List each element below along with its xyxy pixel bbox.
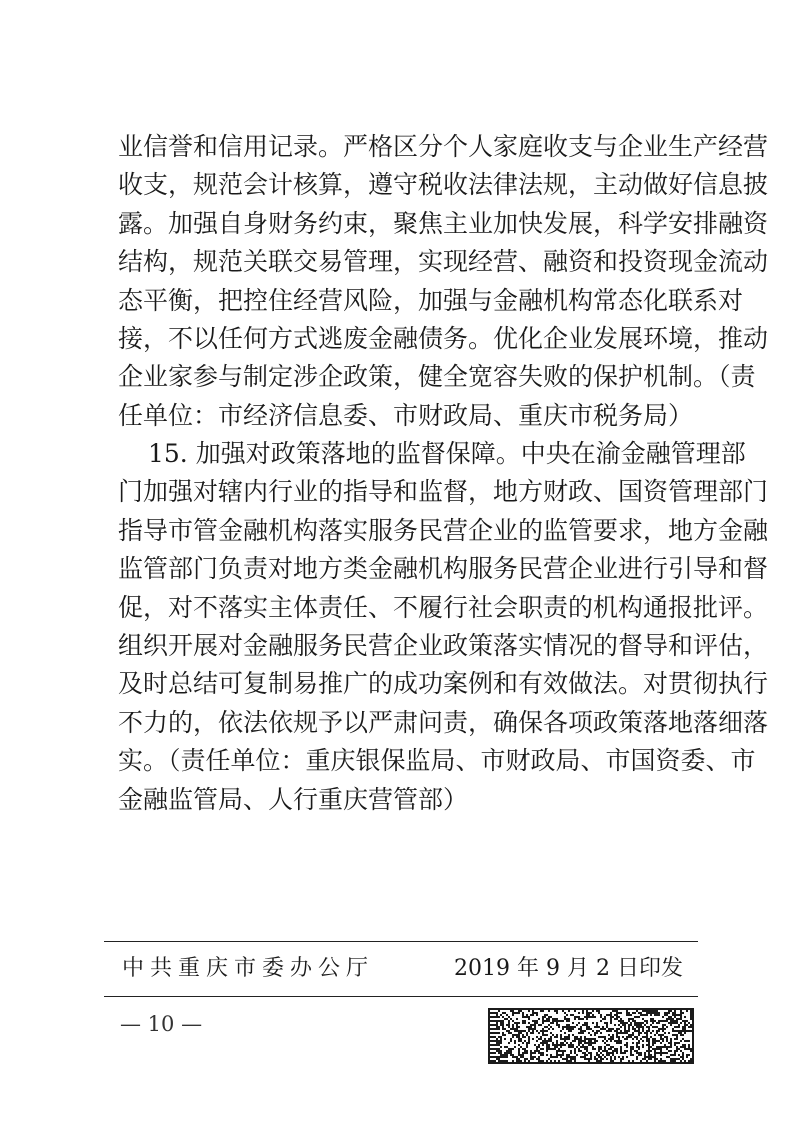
- text-line: 业信誉和信用记录。严格区分个人家庭收支与企业生产经营: [118, 132, 769, 161]
- text-line: 不力的，依法依规予以严肃问责，确保各项政策落地落细落: [118, 707, 769, 737]
- text-line: 企业家参与制定涉企政策，健全宽容失败的保护机制。（责: [118, 362, 756, 392]
- text-line: 组织开展对金融服务民营企业政策落实情况的督导和评估，: [118, 631, 769, 661]
- barcode-icon: [488, 1008, 694, 1064]
- text-line: 金融监管局、人行重庆营管部）: [118, 784, 469, 814]
- paragraph-1: [118, 128, 769, 435]
- page-number: — 10 —: [120, 1012, 203, 1036]
- text-line: 任单位：市经济信息委、市财政局、重庆市税务局）: [118, 400, 694, 430]
- text-line: 指导市管金融机构落实服务民营企业的监管要求，地方金融: [118, 515, 769, 545]
- text-line: 露。加强自身财务约束，聚焦主业加快发展，科学安排融资: [118, 208, 769, 238]
- text-line: 接，不以任何方式逃废金融债务。优化企业发展环境，推动: [118, 324, 769, 354]
- text-line: 收支，规范会计核算，遵守税收法律法规，主动做好信息披: [118, 170, 769, 200]
- text-line: 结构，规范关联交易管理，实现经营、融资和投资现金流动: [118, 247, 769, 277]
- text-line: 及时总结可复制易推广的成功案例和有效做法。对贯彻执行: [118, 669, 769, 699]
- footer-rule-top: [104, 941, 698, 942]
- print-date: 2019 年 9 月 2 日印发: [454, 956, 683, 981]
- text-line: 态平衡，把控住经营风险，加强与金融机构常态化联系对: [118, 285, 744, 315]
- issuer-label: 中共重庆市委办公厅: [122, 956, 375, 981]
- paragraph-2: [118, 435, 769, 819]
- text-line: 监管部门负责对地方类金融机构服务民营企业进行引导和督: [118, 554, 769, 584]
- footer-rule-bottom: [104, 996, 698, 997]
- text-line: 促，对不落实主体责任、不履行社会职责的机构通报批评。: [118, 592, 769, 622]
- text-line: 门加强对辖内行业的指导和监督，地方财政、国资管理部门: [118, 477, 769, 507]
- text-line: 实。（责任单位：重庆银保监局、市财政局、市国资委、市: [118, 746, 756, 776]
- text-line: 15. 加强对政策落地的监督保障。中央在渝金融管理部: [148, 439, 746, 468]
